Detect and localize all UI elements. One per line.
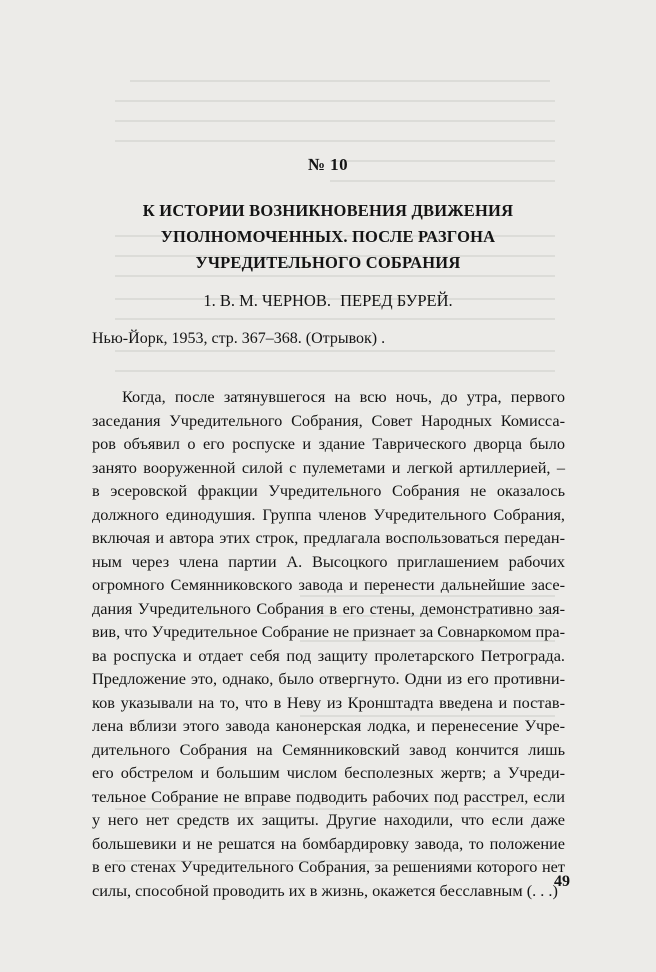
body-line: вив, что Учредительное Собрание не признает за Совнаркомом пра- — [92, 622, 565, 641]
body-line: в эсеровской фракции Учредительного Собрания не оказалось — [92, 481, 565, 500]
body-line: дительного Собрания на Семянниковский завод кончится лишь — [92, 739, 565, 759]
body-line: лена вблизи этого завода канонерская лодка, и перенесение Учре- — [92, 716, 565, 735]
body-line: Когда, после затянувшегося на всю ночь, до утра, первого — [122, 387, 565, 406]
body-line: ров объявил о его роспуске и здание Таврического дворца было — [92, 434, 565, 453]
body-line: ков указывали на то, что в Неву из Кронштадта введена и постав- — [92, 692, 565, 712]
body-line: включая и автора этих строк, предлагала воспользоваться передан- — [92, 528, 565, 547]
body-line: занято вооруженной силой с пулеметами и легкой артиллерией, – — [92, 457, 565, 477]
source-section: 1. В. М. ЧЕРНОВ. — [203, 291, 331, 310]
document-title — [100, 198, 556, 276]
body-line: его обстрелом и большим числом бесполезных жертв; а Учреди- — [92, 763, 565, 782]
body-line: тельное Собрание не вправе подводить рабочих под расстрел, если — [92, 786, 565, 806]
body-line: в его стенах Учредительного Собрания, за решениями которого нет — [92, 857, 565, 876]
document-number: № 10 — [307, 155, 349, 174]
body-line: Предложение это, однако, было отвергнуто. Одни из его противни- — [92, 669, 565, 688]
body-paragraph — [92, 385, 565, 902]
source-heading — [0, 290, 656, 312]
body-line: дания Учредительного Собрания в его стены, демонстративно зая- — [92, 598, 565, 618]
title-line: УЧРЕДИТЕЛЬНОГО СОБРАНИЯ — [195, 253, 461, 272]
title-line: УПОЛНОМОЧЕННЫХ. ПОСЛЕ РАЗГОНА — [160, 227, 496, 246]
body-line: у него нет средств их защиты. Другие находили, что если даже — [92, 810, 565, 829]
body-line: ным через члена партии А. Высоцкого приглашением рабочих — [92, 551, 565, 571]
body-line: силы, способной проводить их в жизнь, окажется бесславным (. . .) — [92, 880, 558, 900]
citation: Нью-Йорк, 1953, стр. 367–368. (Отрывок) . — [92, 330, 386, 347]
body-line: большевики и не решатся на бомбардировку завода, то положение — [92, 833, 565, 853]
body-line: должного единодушия. Группа членов Учредительного Собрания, — [92, 504, 565, 524]
source-work-title: ПЕРЕД БУРЕЙ. — [340, 291, 453, 310]
body-line: огромного Семянниковского завода и перенести дальнейшие засе- — [92, 575, 565, 594]
title-line: К ИСТОРИИ ВОЗНИКНОВЕНИЯ ДВИЖЕНИЯ — [142, 201, 514, 220]
body-line: ва роспуска и отдает себя под защиту пролетарского Петрограда. — [92, 645, 565, 665]
page-number: 49 — [554, 873, 570, 890]
body-line: заседания Учредительного Собрания, Совет Народных Комисса- — [92, 410, 565, 430]
